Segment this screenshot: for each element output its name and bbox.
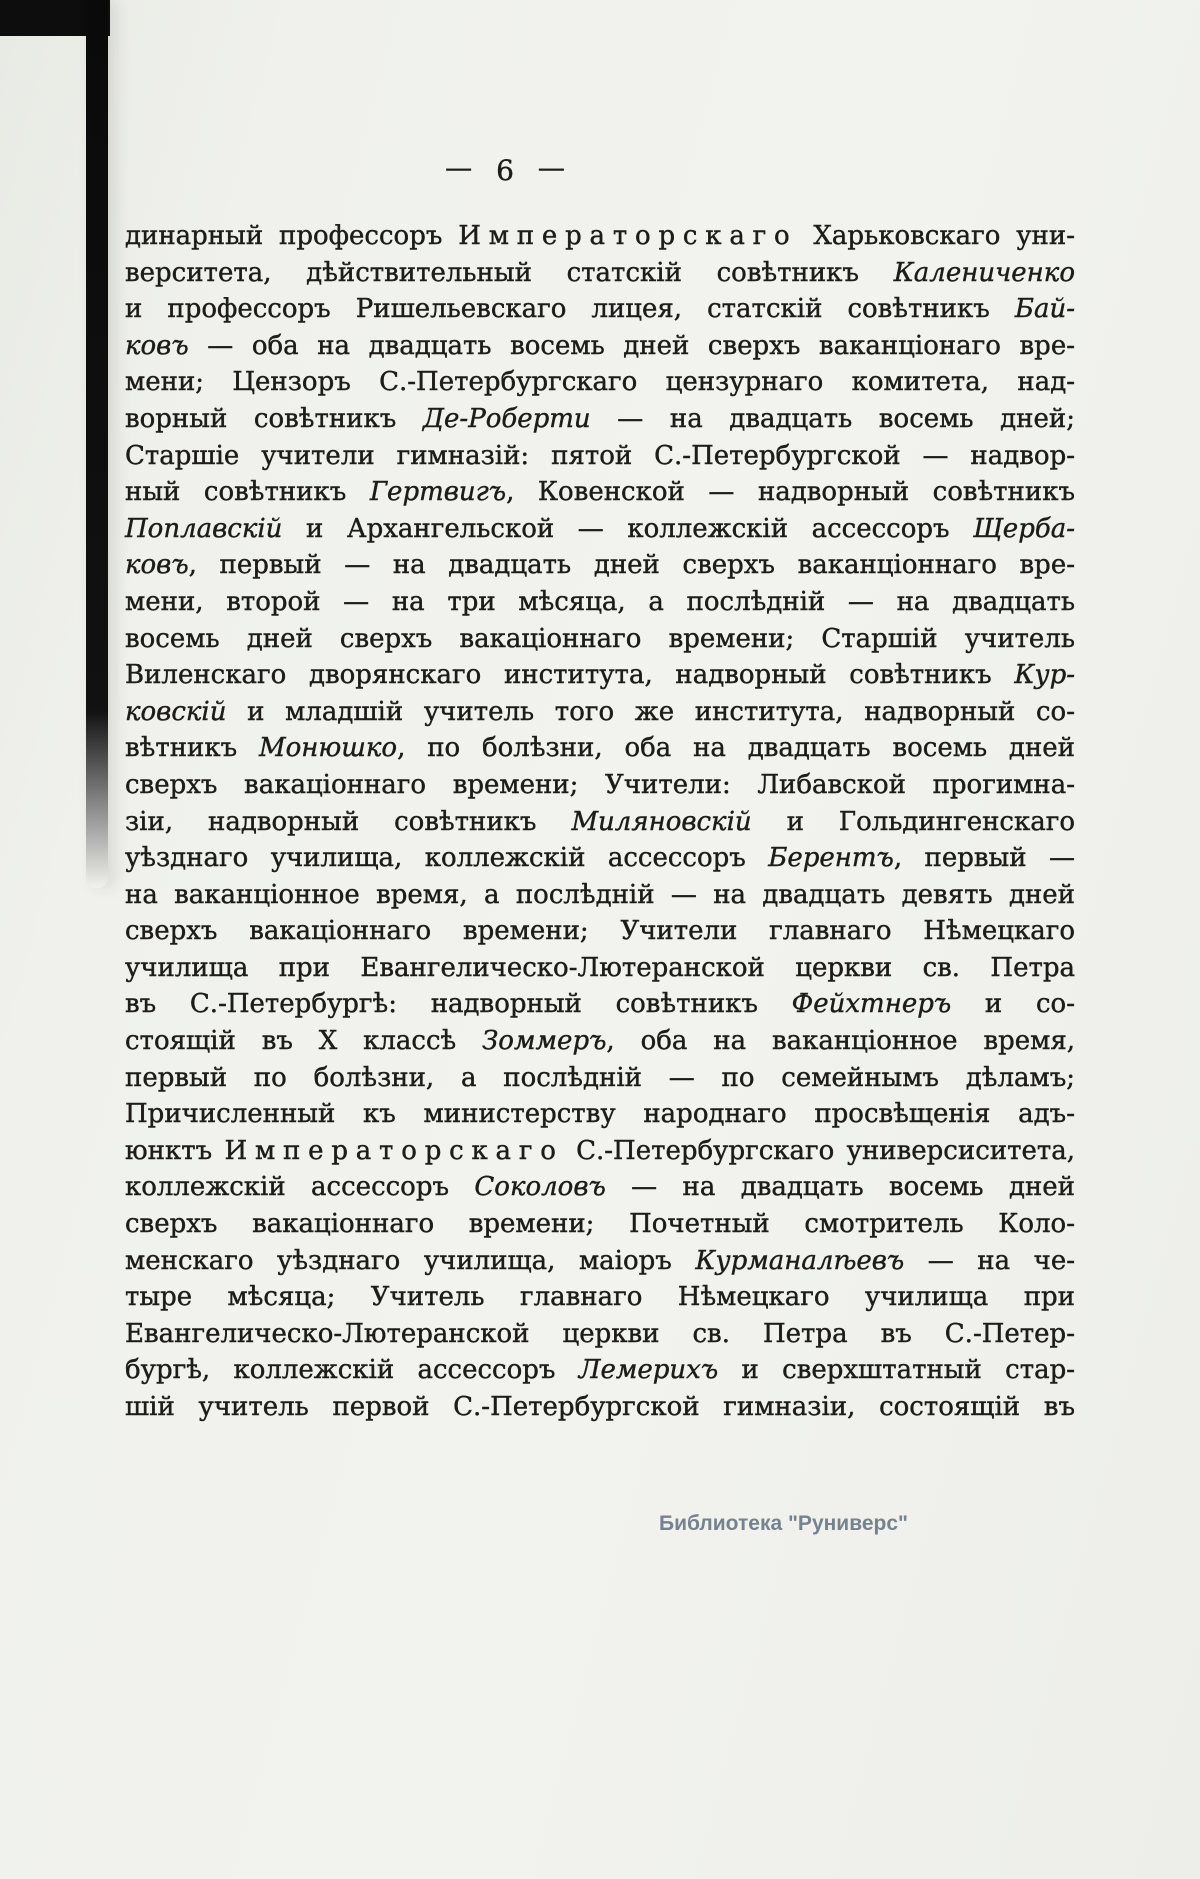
text-line bbox=[125, 1389, 1075, 1426]
emphasized-word: Императорскаго bbox=[458, 221, 798, 251]
body-text bbox=[125, 218, 1075, 1426]
person-name: ковскій bbox=[125, 696, 227, 727]
text-segment: — на че- bbox=[904, 1245, 1075, 1276]
library-watermark: Библиотека "Руниверс" bbox=[658, 1512, 908, 1535]
header-dash-left: — bbox=[445, 153, 473, 184]
text-segment: сверхъ вакаціоннаго времени; Учители главнаго Нѣмецкаго bbox=[125, 916, 1075, 947]
text-segment: верситета, дѣйствительный статскій совѣтникъ bbox=[125, 257, 894, 288]
text-segment: зіи, надворный совѣтникъ bbox=[125, 806, 572, 837]
text-segment: — на двадцать восемь дней; bbox=[590, 403, 1075, 434]
person-name: Курманалѣевъ bbox=[695, 1245, 905, 1276]
text-line bbox=[125, 840, 1075, 877]
text-segment: сверхъ вакаціоннаго времени; Почетный смотритель Коло- bbox=[125, 1209, 1075, 1240]
text-line bbox=[125, 1023, 1075, 1060]
text-segment: коллежскій ассессоръ bbox=[125, 1172, 475, 1203]
person-name: Лемерихъ bbox=[578, 1355, 719, 1386]
text-line bbox=[125, 913, 1075, 950]
text-segment: ворный совѣтникъ bbox=[125, 403, 423, 434]
text-segment: Причисленный къ министерству народнаго просвѣщенія адъ- bbox=[125, 1099, 1075, 1130]
text-segment: вѣтникъ bbox=[125, 733, 259, 764]
text-line bbox=[125, 364, 1075, 401]
text-line bbox=[125, 438, 1075, 475]
person-name: Поплавскій bbox=[125, 513, 283, 544]
header-dash-right: — bbox=[537, 153, 565, 184]
person-name: Кур- bbox=[1014, 660, 1075, 691]
person-name: Берентъ bbox=[768, 843, 894, 874]
text-segment: ный совѣтникъ bbox=[125, 477, 370, 508]
text-segment: и профессоръ Ришельевскаго лицея, статскій совѣтникъ bbox=[125, 294, 1015, 325]
text-line bbox=[125, 291, 1075, 328]
text-line bbox=[125, 694, 1075, 731]
text-segment: менскаго уѣзднаго училища, маіоръ bbox=[125, 1245, 696, 1276]
person-name: ковъ bbox=[125, 550, 189, 581]
text-segment: С.-Петербургскаго универсиситета, bbox=[563, 1135, 1075, 1166]
page-number: 6 bbox=[496, 154, 514, 187]
text-segment: , оба на ваканціонное время, bbox=[606, 1026, 1075, 1057]
person-name: Де-Роберти bbox=[422, 403, 591, 434]
text-segment: — оба на двадцать восемь дней сверхъ ваканціонаго вре- bbox=[188, 330, 1075, 361]
text-line bbox=[125, 328, 1075, 365]
emphasized-word: Императорскаго bbox=[224, 1135, 564, 1166]
text-segment: восемь дней сверхъ вакаціоннаго времени; Старшій учитель bbox=[125, 623, 1075, 654]
text-segment: , по болѣзни, оба на двадцать восемь дней bbox=[397, 733, 1075, 764]
person-name: Щерба- bbox=[973, 513, 1075, 544]
text-line bbox=[125, 767, 1075, 804]
person-name: Гертвигъ bbox=[369, 477, 507, 508]
page-header bbox=[125, 154, 885, 187]
text-segment: училища при Евангелическо-Лютеранской церкви св. Петра bbox=[125, 952, 1075, 983]
text-line bbox=[125, 255, 1075, 292]
text-line bbox=[125, 657, 1075, 694]
text-segment: и сверхштатный стар- bbox=[718, 1355, 1076, 1386]
text-segment: , первый — bbox=[893, 843, 1075, 874]
text-segment: мени, второй — на три мѣсяца, а послѣдній — на двадцать bbox=[125, 586, 1075, 617]
text-segment: тыре мѣсяца; Учитель главнаго Нѣмецкаго училища при bbox=[125, 1282, 1075, 1313]
scan-binding-shadow bbox=[86, 0, 108, 888]
text-segment: и Гольдингенскаго bbox=[751, 806, 1076, 837]
text-segment: мени; Цензоръ С.-Петербургскаго цензурнаго комитета, над- bbox=[125, 367, 1075, 398]
person-name: Соколовъ bbox=[474, 1172, 606, 1203]
text-segment: динарный профессоръ bbox=[125, 221, 459, 251]
text-segment: уѣзднаго училища, коллежскій ассессоръ bbox=[125, 843, 769, 874]
person-name: Монюшко bbox=[258, 733, 398, 764]
text-line bbox=[125, 218, 1075, 255]
text-line bbox=[125, 1169, 1075, 1206]
text-segment: и младшій учитель того же института, надворный со- bbox=[226, 696, 1075, 727]
text-segment: Старшіе учители гимназій: пятой С.-Петербургской — надвор- bbox=[125, 440, 1075, 471]
text-line bbox=[125, 401, 1075, 438]
text-line bbox=[125, 1316, 1075, 1353]
text-line bbox=[125, 1243, 1075, 1280]
text-segment: шій учитель первой С.-Петербургской гимназіи, состоящій въ bbox=[125, 1392, 1075, 1422]
text-segment: Харьковскаго уни- bbox=[797, 221, 1075, 251]
text-segment: на ваканціонное время, а послѣдній — на двадцать девять дней bbox=[125, 879, 1075, 910]
text-segment: и со- bbox=[951, 989, 1075, 1020]
text-segment: юнктъ bbox=[125, 1135, 225, 1166]
person-name: Зоммеръ bbox=[482, 1026, 607, 1057]
text-segment: Евангелическо-Лютеранской церкви св. Петра въ С.-Петер- bbox=[125, 1318, 1075, 1349]
text-line bbox=[125, 877, 1075, 914]
person-name: Фейхтнеръ bbox=[791, 989, 952, 1020]
text-segment: бургѣ, коллежскій ассессоръ bbox=[125, 1355, 579, 1386]
text-line bbox=[125, 474, 1075, 511]
text-line bbox=[125, 804, 1075, 841]
text-line bbox=[125, 621, 1075, 658]
text-line bbox=[125, 511, 1075, 548]
text-line bbox=[125, 1096, 1075, 1133]
person-name: Бай- bbox=[1014, 294, 1075, 325]
text-segment: въ С.-Петербургѣ: надворный совѣтникъ bbox=[125, 989, 792, 1020]
person-name: ковъ bbox=[125, 330, 189, 361]
text-segment: , Ковенской — надворный совѣтникъ bbox=[506, 477, 1075, 508]
text-line bbox=[125, 547, 1075, 584]
text-line bbox=[125, 986, 1075, 1023]
text-segment: и Архангельской — коллежскій ассессоръ bbox=[282, 513, 974, 544]
text-segment: , первый — на двадцать дней сверхъ ваканціоннаго вре- bbox=[188, 550, 1075, 581]
person-name: Калениченко bbox=[893, 257, 1075, 288]
person-name: Миляновскій bbox=[571, 806, 752, 837]
text-line bbox=[125, 1133, 1075, 1170]
text-segment: сверхъ вакаціоннаго времени; Учители: Либавской прогимна- bbox=[125, 769, 1075, 800]
text-line bbox=[125, 1279, 1075, 1316]
text-segment: — на двадцать восемь дней bbox=[605, 1172, 1075, 1203]
text-line bbox=[125, 730, 1075, 767]
text-line bbox=[125, 1060, 1075, 1097]
text-line bbox=[125, 950, 1075, 987]
text-segment: стоящій въ X классѣ bbox=[125, 1026, 483, 1057]
text-segment: Виленскаго дворянскаго института, надворный совѣтникъ bbox=[125, 660, 1015, 691]
text-line bbox=[125, 1352, 1075, 1389]
text-line bbox=[125, 1206, 1075, 1243]
text-line bbox=[125, 584, 1075, 621]
text-segment: первый по болѣзни, а послѣдній — по семейнымъ дѣламъ; bbox=[125, 1062, 1075, 1093]
